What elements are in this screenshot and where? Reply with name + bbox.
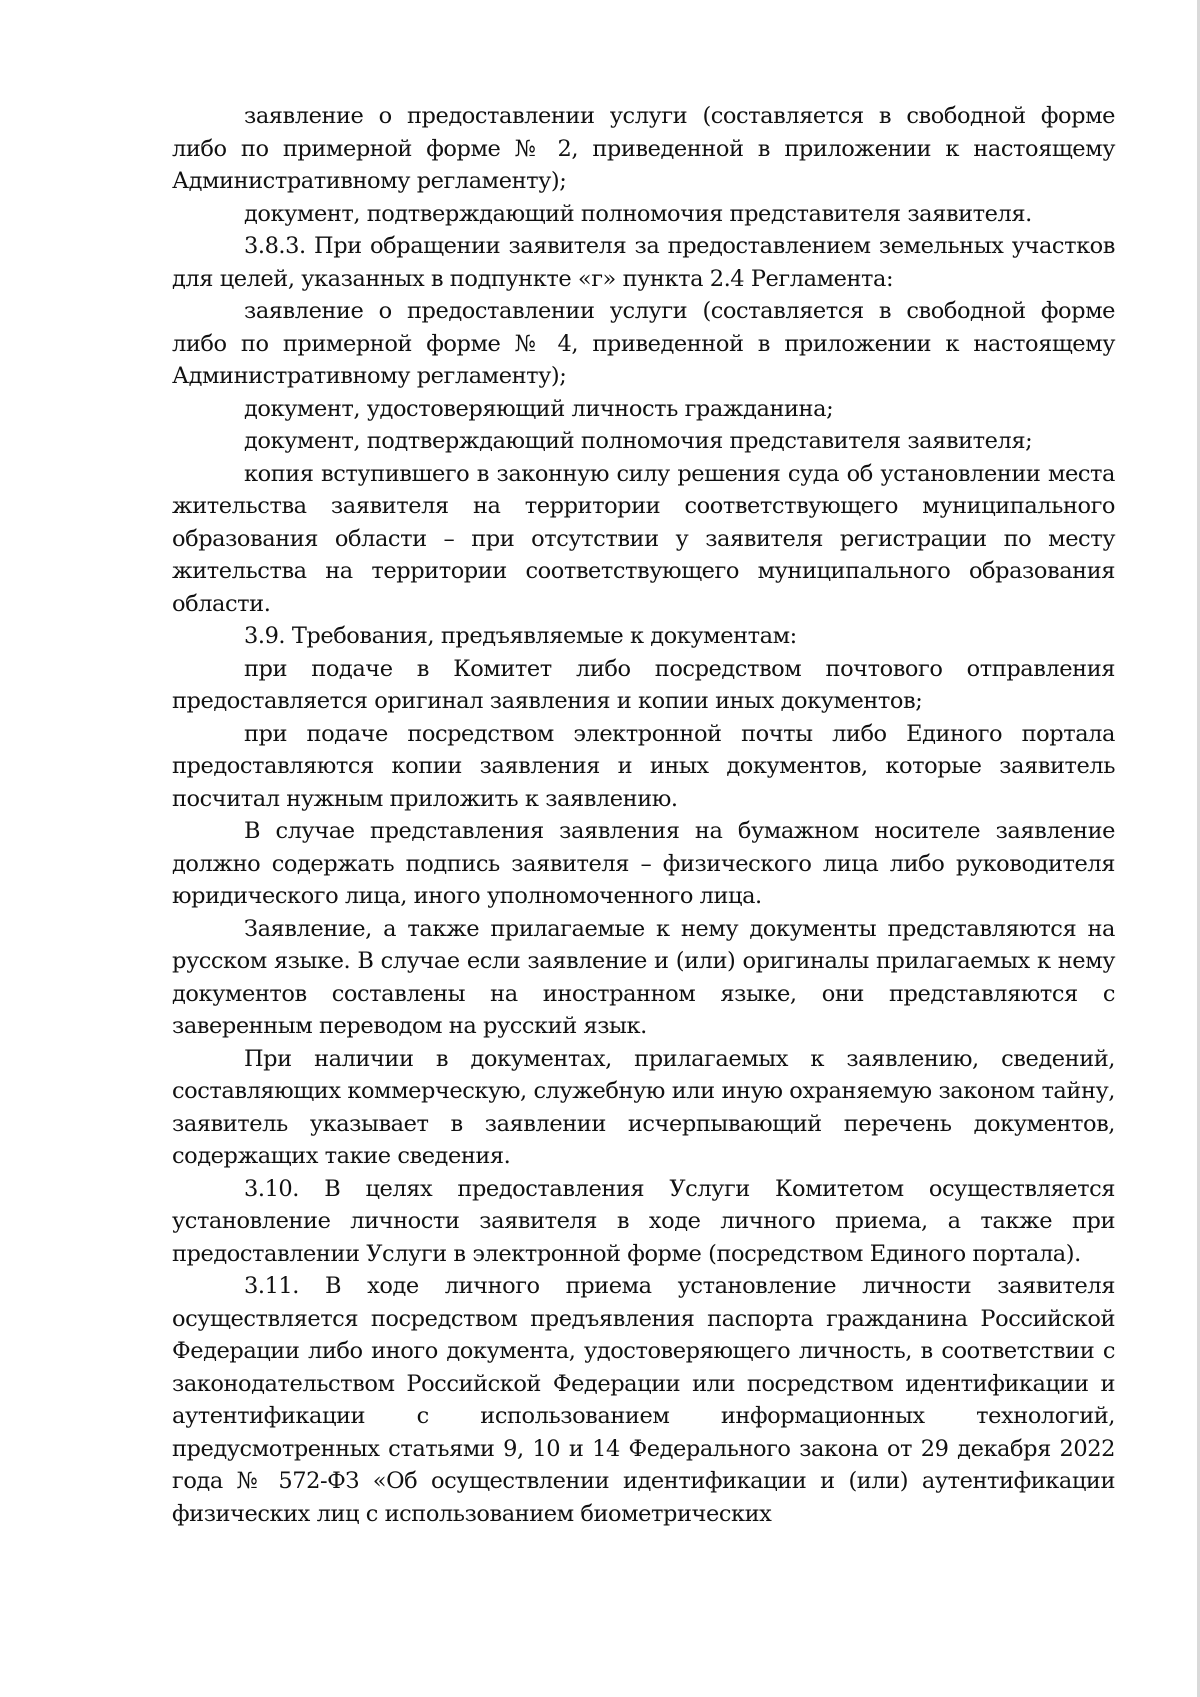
paragraph: документ, подтверждающий полномочия представителя заявителя; (244, 428, 1033, 454)
section-3-10: 3.10. В целях предоставления Услуги Комитетом осуществляется установление личности заявителя в ходе личного приема, а также при предоставлении Услуги в электронной форме (посредством Единого портала). (172, 1175, 1115, 1267)
paragraph: заявление о предоставлении услуги (составляется в свободной форме либо по примерной форме № 4, приведенной в приложении к настоящему Административному регламенту); (172, 298, 1115, 389)
paragraph: В случае представления заявления на бумажном носителе заявление должно содержать подпись заявителя – физического лица либо руководителя юридического лица, иного уполномоченного лица. (172, 818, 1115, 909)
paragraph: заявление о предоставлении услуги (составляется в свободной форме либо по примерной форме № 2, приведенной в приложении к настоящему Административному регламенту); (172, 103, 1115, 194)
paragraph: при подаче посредством электронной почты либо Единого портала предоставляются копии заявления и иных документов, которые заявитель посчитал нужным приложить к заявлению. (172, 720, 1115, 812)
paragraph: копия вступившего в законную силу решения суда об установлении места жительства заявителя на территории соответствующего муниципального образования области – при отсутствии у заявителя регистрации по месту жительства на территории соответствующего муниципального образования области. (172, 460, 1115, 617)
paragraph: При наличии в документах, прилагаемых к заявлению, сведений, составляющих коммерческую, служебную или иную охраняемую законом тайну, заявитель указывает в заявлении исчерпывающий перечень документов, содержащих такие сведения. (172, 1045, 1115, 1169)
paragraph: Заявление, а также прилагаемые к нему документы представляются на русском языке. В случае если заявление и (или) оригиналы прилагаемых к нему документов составлены на иностранном языке, они представляются с заверенным переводом на русский язык. (172, 915, 1115, 1039)
paragraph: документ, удостоверяющий личность гражданина; (244, 395, 834, 422)
section-heading-3-8-3: 3.8.3. При обращении заявителя за предоставлением земельных участков для целей, указанных в подпункте «г» пункта 2.4 Регламента: (172, 233, 1115, 292)
paragraph: документ, подтверждающий полномочия представителя заявителя. (244, 200, 1032, 227)
section-heading-3-9: 3.9. Требования, предъявляемые к документам: (244, 623, 797, 649)
section-3-11: 3.11. В ходе личного приема установление личности заявителя осуществляется посредством предъявления паспорта гражданина Российской Федерации либо иного документа, удостоверяющего личность, в соответствии с законодательством Российской Федерации или посредством идентификации и аутентификации с использованием информационных технологий, предусмотренных статьями 9, 10 и 14 Федерального закона от 29 декабря 2022 года № 572-ФЗ «Об осуществлении идентификации и (или) аутентификации физических лиц с использованием биометрических (172, 1273, 1115, 1527)
paragraph: при подаче в Комитет либо посредством почтового отправления предоставляется оригинал заявления и копии иных документов; (172, 655, 1115, 714)
document-body (172, 100, 1115, 1530)
